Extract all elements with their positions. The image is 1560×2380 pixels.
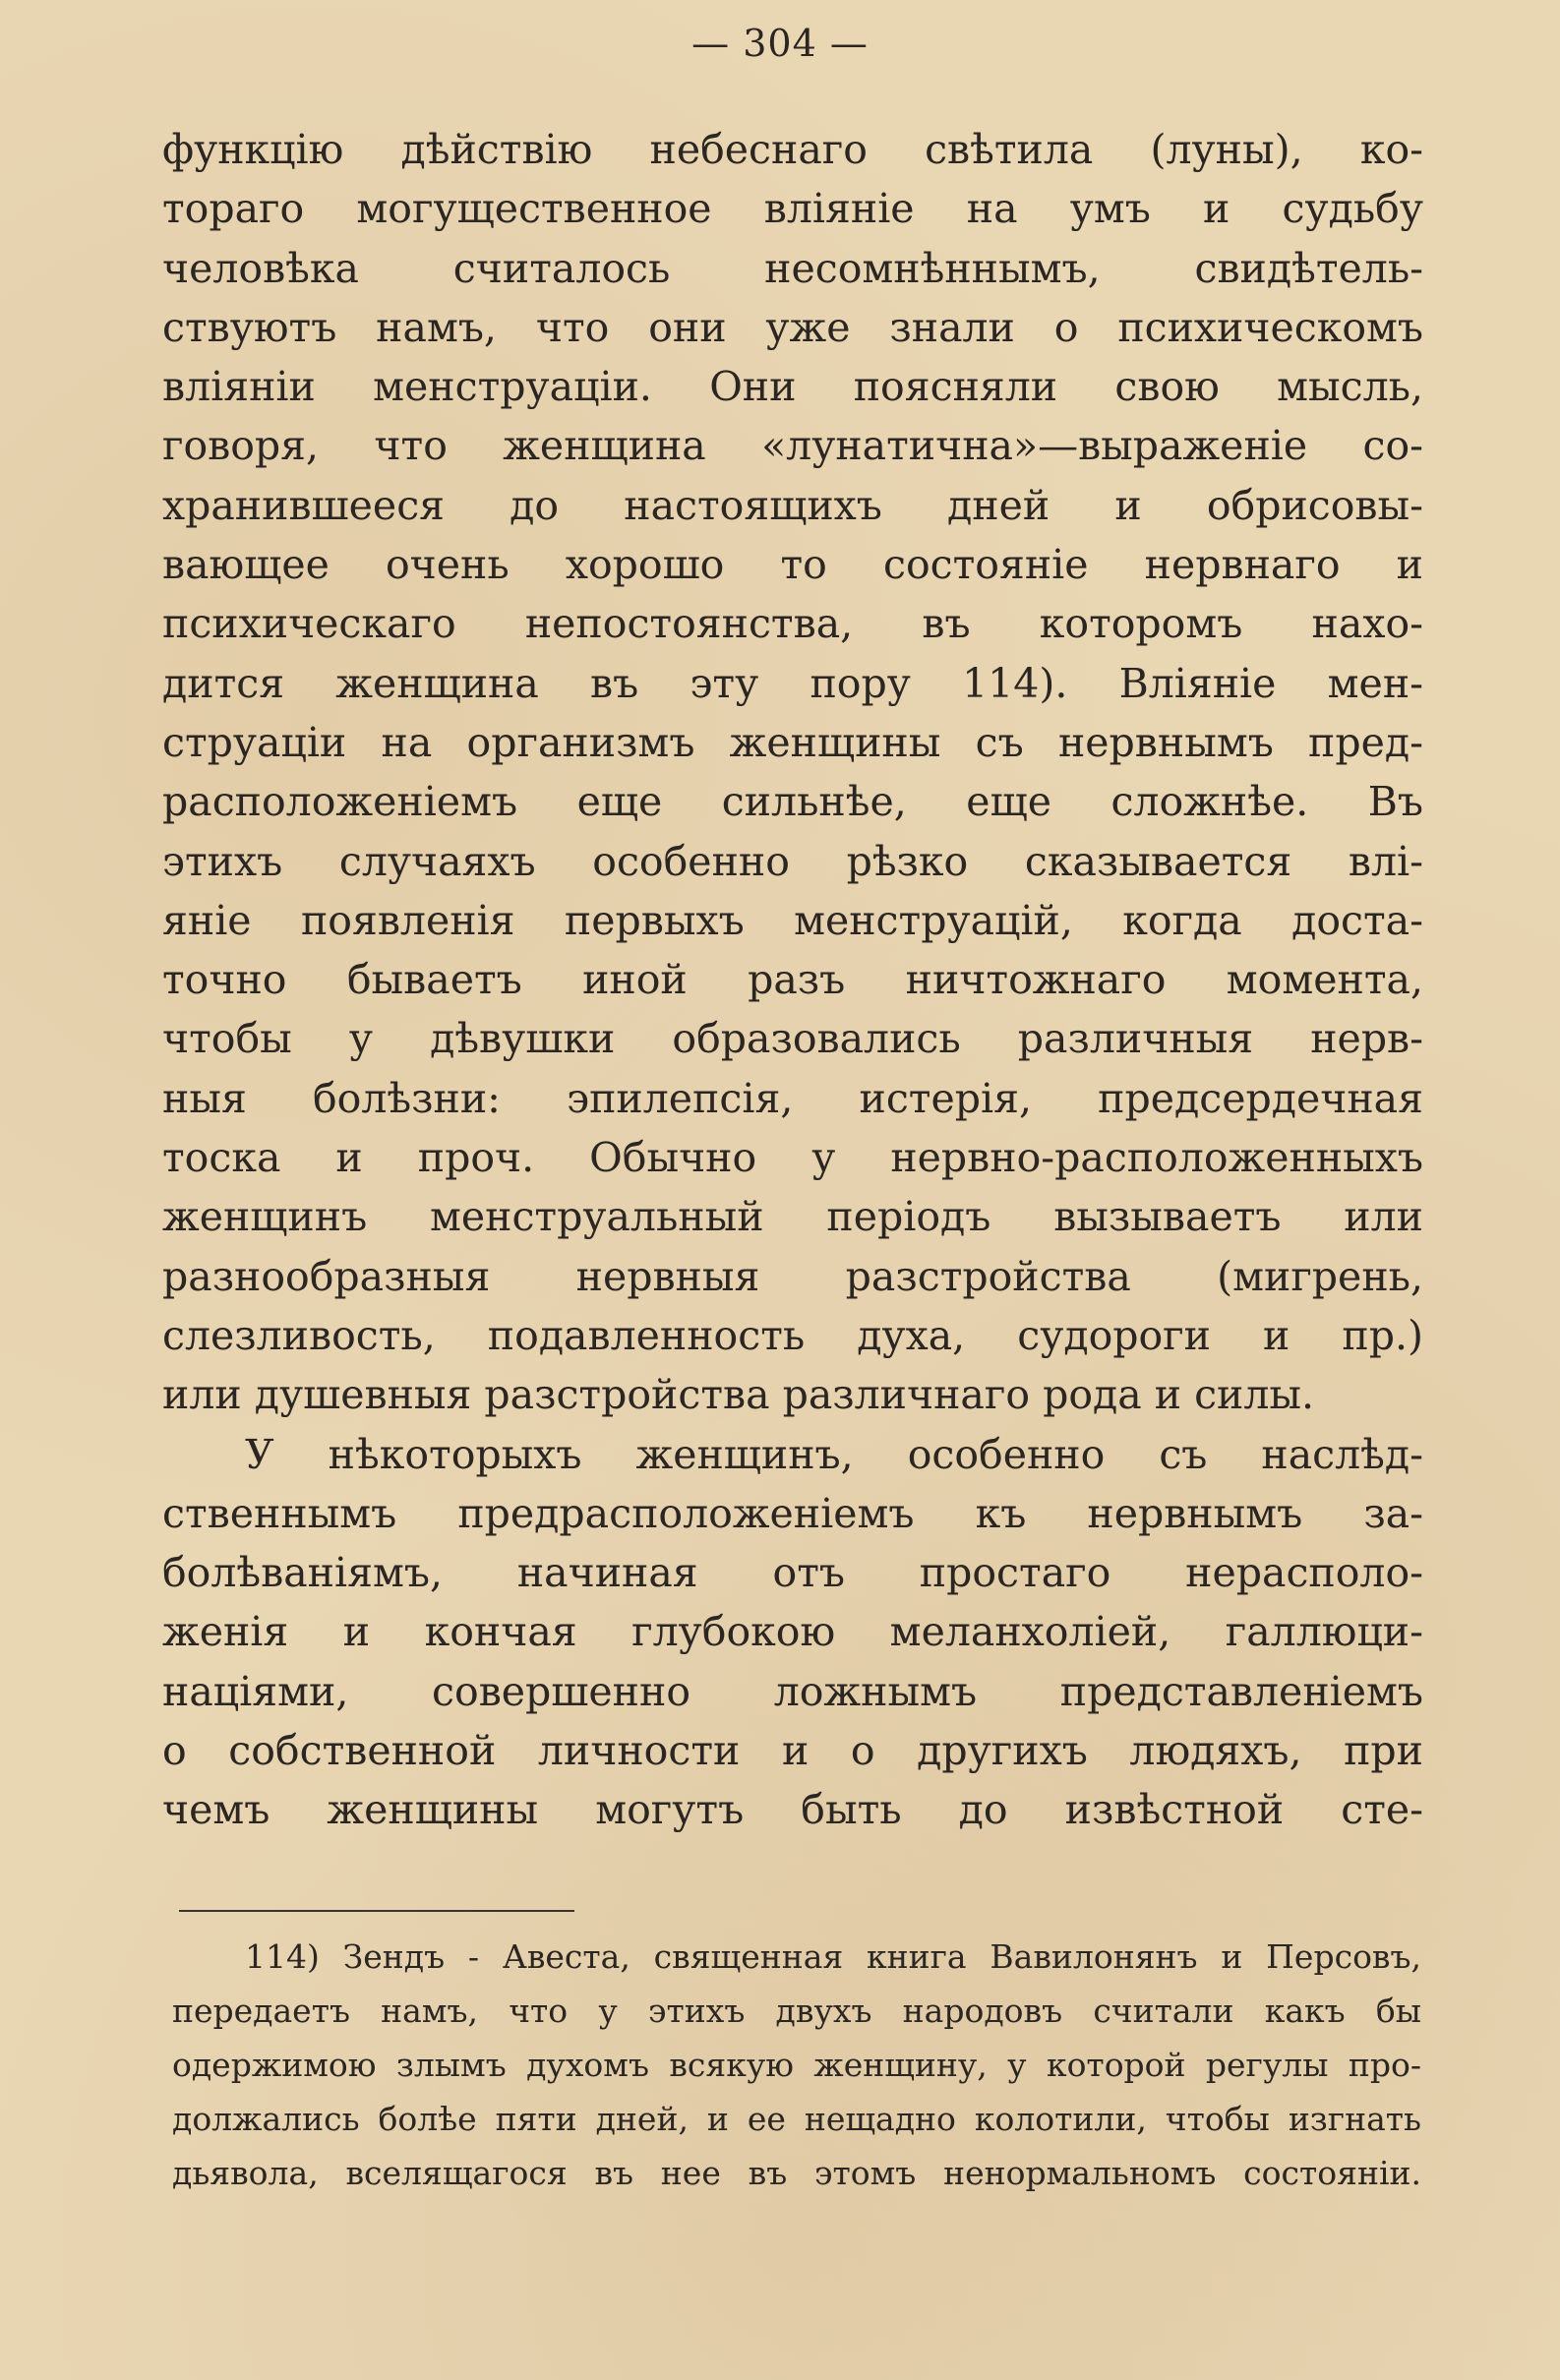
text-line: яніе появленія первыхъ менструацій, когда доста- bbox=[162, 896, 1423, 944]
text-line: тоска и проч. Обычно у нервно-расположенныхъ bbox=[162, 1134, 1423, 1182]
text-line: психическаго непостоянства, въ которомъ нахо- bbox=[162, 600, 1423, 648]
footnote-line: 114) Зендъ - Авеста, священная книга Вавилонянъ и Персовъ, bbox=[245, 1937, 1421, 1976]
text-line: или душевныя разстройства различнаго рода и силы. bbox=[162, 1371, 1315, 1419]
text-line: о собственной личности и о другихъ людяхъ, при bbox=[162, 1727, 1423, 1775]
text-line: расположеніемъ еще сильнѣе, еще сложнѣе. Въ bbox=[162, 778, 1423, 826]
text-line: разнообразныя нервныя разстройства (мигрень, bbox=[162, 1252, 1423, 1300]
footnote-line: передаетъ намъ, что у этихъ двухъ народовъ считали какъ бы bbox=[172, 1992, 1421, 2030]
text-line: дится женщина въ эту пору 114). Вліяніе мен- bbox=[162, 659, 1423, 707]
text-line: ныя болѣзни: эпилепсія, истерія, предсердечная bbox=[162, 1074, 1423, 1122]
text-line: вающее очень хорошо то состояніе нервнаго и bbox=[162, 541, 1423, 589]
text-line: человѣка считалось несомнѣннымъ, свидѣтель- bbox=[162, 244, 1423, 292]
footnote-line: дьявола, вселящагося въ нее въ этомъ ненормальномъ состояніи. bbox=[172, 2154, 1421, 2192]
paragraph-2 bbox=[162, 1425, 1423, 1840]
text-line: слезливость, подавленность духа, судороги и пр.) bbox=[162, 1311, 1423, 1359]
text-line: точно бываетъ иной разъ ничтожнаго момента, bbox=[162, 956, 1423, 1004]
text-line: функцію дѣйствію небеснаго свѣтила (луны), ко- bbox=[162, 126, 1423, 173]
text-line: чемъ женщины могутъ быть до извѣстной сте- bbox=[162, 1786, 1423, 1834]
body-text bbox=[162, 120, 1423, 1840]
text-line: хранившееся до настоящихъ дней и обрисовы- bbox=[162, 481, 1423, 529]
text-line: женщинъ менструальный періодъ вызываетъ или bbox=[162, 1193, 1423, 1241]
footnote-line: одержимою злымъ духомъ всякую женщину, у которой регулы про- bbox=[172, 2046, 1421, 2084]
text-line: ственнымъ предрасположеніемъ къ нервнымъ за- bbox=[162, 1489, 1423, 1537]
footnote-line: должались болѣе пяти дней, и ее нещадно колотили, чтобы изгнать bbox=[172, 2100, 1421, 2138]
text-line: вліяніи менструаціи. Они поясняли свою мысль, bbox=[162, 363, 1423, 411]
text-line: этихъ случаяхъ особенно рѣзко сказывается влі- bbox=[162, 837, 1423, 885]
text-line: ствуютъ намъ, что они уже знали о психическомъ bbox=[162, 303, 1423, 351]
text-line: У нѣкоторыхъ женщинъ, особенно съ наслѣд- bbox=[245, 1430, 1423, 1478]
text-line: болѣваніямъ, начиная отъ простаго нерасполо- bbox=[162, 1549, 1423, 1597]
text-line: тораго могущественное вліяніе на умъ и судьбу bbox=[162, 185, 1423, 233]
text-line: струаціи на организмъ женщины съ нервнымъ пред- bbox=[162, 718, 1423, 766]
text-line: чтобы у дѣвушки образовались различныя нерв- bbox=[162, 1015, 1423, 1063]
paragraph-1 bbox=[162, 120, 1423, 1425]
text-line: говоря, что женщина «лунатична»—выраженіе со- bbox=[162, 422, 1423, 470]
text-line: націями, совершенно ложнымъ представленіемъ bbox=[162, 1667, 1423, 1715]
text-line: женія и кончая глубокою меланхоліей, галлюци- bbox=[162, 1608, 1423, 1656]
footnote-divider bbox=[179, 1910, 574, 1912]
footnote bbox=[172, 1930, 1421, 2200]
page-number: — 304 — bbox=[691, 22, 869, 65]
